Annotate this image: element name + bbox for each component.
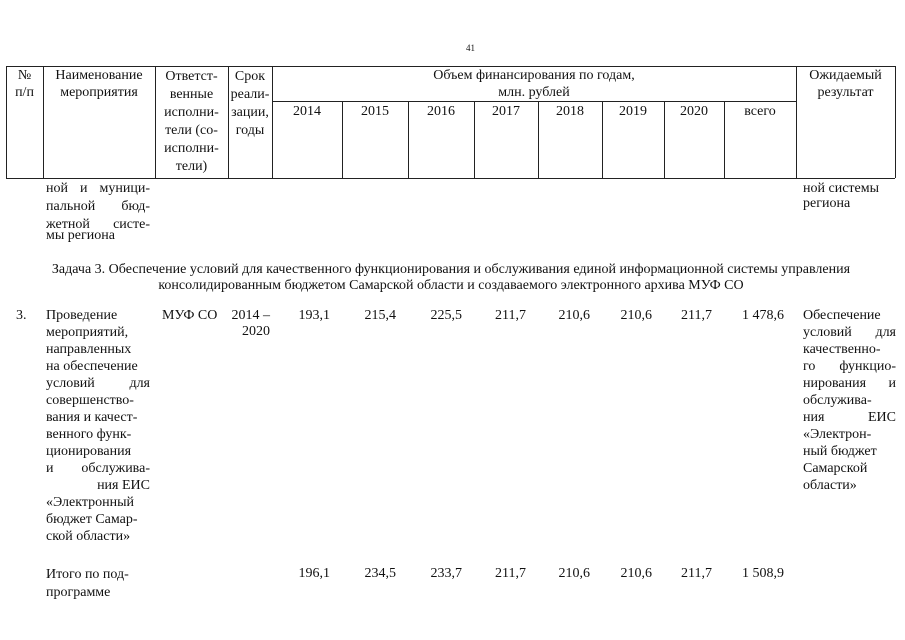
header-name: Наименование мероприятия: [55, 68, 143, 100]
header-number: № п/п: [15, 68, 34, 100]
header-year: 2017: [492, 104, 520, 119]
row-number: 3.: [16, 308, 27, 323]
header-year: 2014: [293, 104, 321, 119]
total-label: Итого по под- программе: [46, 567, 129, 600]
header-funding-title: Объем финансирования по годам, млн. рублей: [433, 68, 635, 100]
header-year: 2016: [427, 104, 455, 119]
header-year: 2018: [556, 104, 584, 119]
header-result: Ожидаемый результат: [809, 68, 882, 100]
header-year: 2020: [680, 104, 708, 119]
header-year: 2015: [361, 104, 389, 119]
row3-term: 2014 – 2020: [231, 308, 270, 339]
header-responsible: Ответст- венные исполни- тели (со- исполни- тели): [164, 69, 219, 174]
page-number: 41: [466, 43, 475, 53]
header-term: Срок реали- зации, годы: [230, 69, 270, 138]
header-year-total: всего: [744, 104, 776, 119]
header-year: 2019: [619, 104, 647, 119]
row3-responsible: МУФ СО: [162, 308, 218, 323]
task-heading: Задача 3. Обеспечение условий для качественного функционирования и обслуживания единой информационной системы управления консолидированным бюджетом Самарской области и создаваемого электронного архива МУФ СО: [51, 262, 851, 293]
